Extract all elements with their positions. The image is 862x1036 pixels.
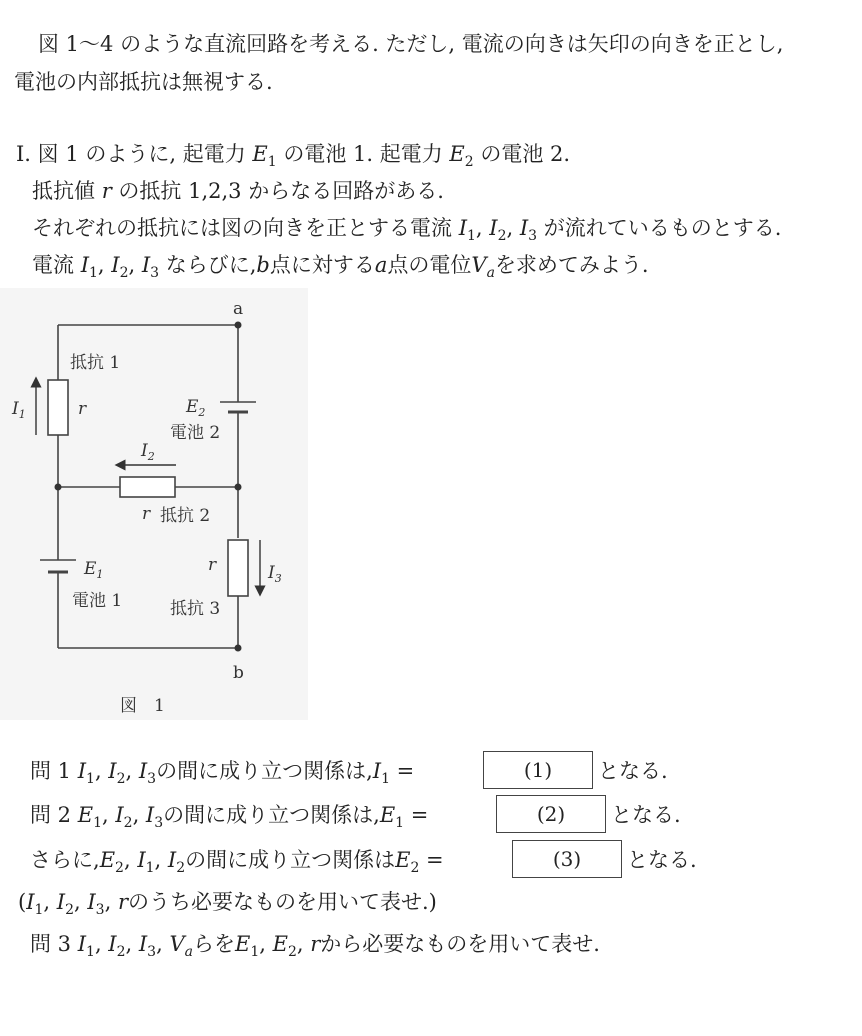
text: から必要なものを用いて表せ. [320,932,600,956]
text: , [125,932,139,956]
var: I [141,441,148,461]
battery-1-e [83,559,103,581]
var: E [186,397,199,417]
text: ( [18,890,27,914]
var: I [372,759,382,783]
resistor-1-r: r [78,399,87,419]
var: E [234,932,251,956]
resistor-2-label: 抵抗 2 [160,506,211,526]
text: ならびに, [159,253,257,277]
battery-2-label: 電池 2 [170,423,221,443]
text: , [123,848,138,872]
sub: 2 [116,771,126,788]
var: I [137,848,146,872]
question-2-suffix: となる. [611,803,681,827]
sub: 2 [115,860,124,877]
var: E [252,142,268,166]
text: 電流 [32,253,81,277]
current-i3-label [267,563,282,585]
resistor-1-label: 抵抗 1 [70,353,121,373]
intro-line-1: 図 1〜4 のような直流回路を考える. ただし, 電流の向きは矢印の向きを正とし, [38,32,784,56]
sub: 3 [147,944,157,961]
figure-caption: 図 1 [120,696,165,716]
part1-line-1 [16,140,570,176]
var: I [458,216,467,240]
sub: 1 [86,771,95,788]
text: の電池 1. 起電力 [276,142,450,166]
text: のうち必要なものを用いて表せ.) [127,890,437,914]
sub: 2 [147,450,155,463]
sub: 3 [147,771,157,788]
resistor-2-r: r [142,504,151,524]
text: = [390,759,415,783]
var: I [111,253,120,277]
var: I [145,803,155,827]
var: r [101,179,112,203]
sub: 1 [250,944,260,961]
sub: a [486,265,495,282]
var: I [115,803,124,827]
sub: 1 [466,228,476,245]
var: I [77,932,87,956]
text: = [404,803,429,827]
resistor-2 [120,477,175,497]
resistor-3-label: 抵抗 3 [170,599,221,619]
text: を求めてみよう. [494,253,649,277]
text: 点に対する [269,253,375,277]
sub: 2 [65,902,74,919]
sub: 1 [145,860,155,877]
var: a [374,253,388,277]
sub: 3 [274,572,282,585]
sub: a [184,944,193,961]
sub: 1 [395,815,405,832]
sub: 1 [96,568,104,581]
sub: 2 [176,860,186,877]
sub: 2 [410,860,420,877]
question-note [18,888,437,924]
var: I [519,216,529,240]
sub: 1 [93,815,102,832]
sub: 2 [123,815,133,832]
part1-line-3 [32,214,781,250]
answer-box-1[interactable]: (1) [483,751,593,789]
question-1 [30,757,414,793]
question-2-continued [30,846,444,882]
part1-line-4 [32,251,649,287]
intro-line-2: 電池の内部抵抗は無視する. [14,70,273,94]
var: I [141,253,151,277]
sub: 1 [267,154,277,171]
answer-box-3[interactable]: (3) [512,840,622,878]
resistor-3 [228,540,248,596]
var: I [167,848,177,872]
sub: 2 [464,154,474,171]
var: V [471,253,487,277]
var: I [489,216,498,240]
text: 問 3 [30,932,78,956]
node-a-dot [235,322,242,329]
sub: 3 [528,228,538,245]
text: 点の電位 [387,253,472,277]
var: E [84,559,97,579]
var: E [272,932,288,956]
sub: 1 [86,944,95,961]
resistor-3-r: r [208,555,217,575]
text: , [259,932,273,956]
text: , [156,932,170,956]
var: I [77,759,87,783]
circuit-diagram [0,288,308,720]
text: の間に成り立つ関係は, [156,759,373,783]
text: , [296,932,311,956]
var: I [12,399,19,419]
text: 問 2 [30,803,78,827]
text: , [506,216,520,240]
text: の間に成り立つ関係は, [163,803,380,827]
text: の間に成り立つ関係は [185,848,396,872]
junction-left-dot [55,484,62,491]
junction-right-dot [235,484,242,491]
text: , [74,890,88,914]
text: , [101,803,116,827]
var: I [80,253,89,277]
var: r [117,890,128,914]
sub: 2 [497,228,507,245]
text: の電池 2. [473,142,571,166]
text: らを [192,932,235,956]
question-2 [30,801,428,837]
question-3 [30,930,600,966]
var: E [449,142,465,166]
text: 抵抗値 [32,179,102,203]
question-3-suffix: となる. [627,848,697,872]
sub: 1 [18,408,26,421]
text: I. 図 1 のように, 起電力 [16,142,253,166]
current-i1-label [11,399,26,421]
var: E [99,848,116,872]
sub: 2 [198,406,206,419]
sub: 1 [34,902,44,919]
node-b-dot [235,645,242,652]
text: 問 1 [30,759,78,783]
answer-box-2[interactable]: (2) [496,795,606,833]
sub: 3 [150,265,160,282]
resistor-1 [48,380,68,435]
part1-line-2 [32,177,444,205]
sub: 3 [154,815,164,832]
var: I [108,759,117,783]
var: I [268,563,275,583]
var: E [77,803,94,827]
var: I [87,890,96,914]
sub: 2 [287,944,297,961]
var: r [310,932,321,956]
text: , [97,253,112,277]
var: I [108,932,117,956]
text: , [125,759,139,783]
text: , [94,759,109,783]
text: , [43,890,57,914]
current-i2-label [140,441,155,463]
text: それぞれの抵抗には図の向きを正とする電流 [32,216,459,240]
text: , [128,253,142,277]
text: = [419,848,444,872]
var: I [26,890,35,914]
var: I [56,890,66,914]
question-1-suffix: となる. [598,759,668,783]
var: I [138,932,148,956]
text: さらに, [30,848,100,872]
text: が流れているものとする. [537,216,782,240]
var: V [169,932,185,956]
text: , [104,890,118,914]
text: , [132,803,146,827]
sub: 1 [381,771,390,788]
node-a-label: a [233,299,244,319]
sub: 2 [119,265,129,282]
var: E [379,803,396,827]
sub: 2 [116,944,126,961]
var: b [256,253,270,277]
battery-2-e [185,397,205,419]
text: , [475,216,490,240]
text: の抵抗 1,2,3 からなる回路がある. [111,179,444,203]
text: , [154,848,168,872]
var: I [138,759,148,783]
text: , [94,932,109,956]
var: E [395,848,411,872]
sub: 1 [88,265,98,282]
node-b-label: b [233,663,244,683]
sub: 3 [95,902,105,919]
battery-1-label: 電池 1 [72,591,123,611]
